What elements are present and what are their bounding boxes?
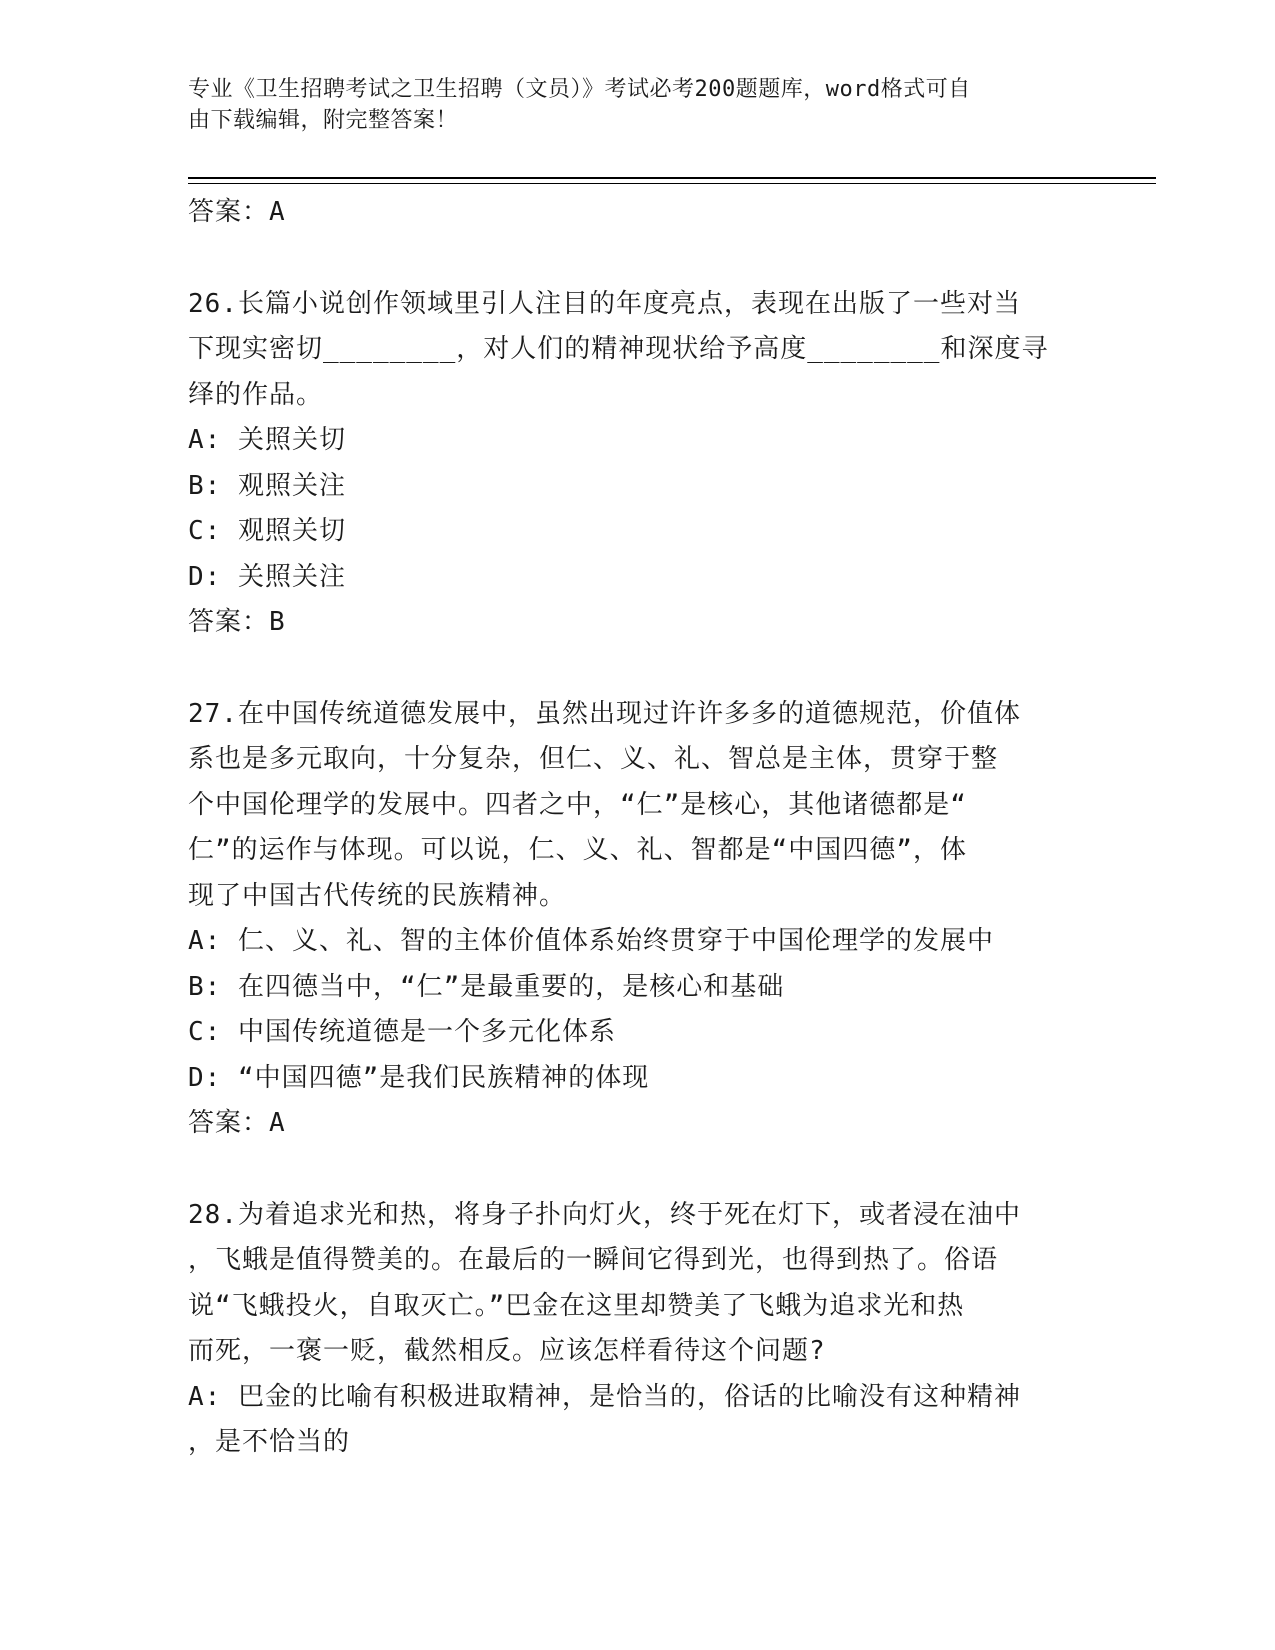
question-text-line: 现了中国古代传统的民族精神。: [188, 880, 567, 911]
answer-line: 答案：A: [188, 1108, 286, 1138]
option-d: D: “中国四德”是我们民族精神的体现: [188, 1062, 650, 1093]
header-line-2: 由下载编辑，附完整答案！: [188, 108, 459, 133]
question-text-line: 而死，一褒一贬，截然相反。应该怎样看待这个问题?: [188, 1336, 826, 1366]
spacer: [188, 646, 1088, 692]
question-text-line: 个中国伦理学的发展中。四者之中，“仁”是核心，其他诸德都是“: [188, 789, 967, 820]
option-c: C: 中国传统道德是一个多元化体系: [188, 1017, 616, 1047]
question-text-line: 系也是多元取向，十分复杂，但仁、义、礼、智总是主体，贯穿于整: [188, 744, 999, 774]
question-text-line: 绎的作品。: [188, 379, 324, 410]
option-a: A: 关照关切: [188, 425, 346, 455]
spacer: [188, 1147, 1088, 1193]
header-line-1: 专业《卫生招聘考试之卫生招聘（文员）》考试必考200题题库，word格式可自: [188, 77, 971, 102]
option-a: A: 仁、义、礼、智的主体价值体系始终贯穿于中国伦理学的发展中: [188, 926, 994, 956]
header-rule-thin: [188, 183, 1156, 184]
answer-line: 答案：A: [188, 197, 286, 227]
question-text-line: ，飞蛾是值得赞美的。在最后的一瞬间它得到光，也得到热了。俗语: [188, 1245, 999, 1275]
question-text-line: 28.为着追求光和热，将身子扑向灯火，终于死在灯下，或者浸在油中: [188, 1199, 1021, 1230]
answer-line: 答案：B: [188, 607, 286, 637]
option-b: B: 在四德当中，“仁”是最重要的，是核心和基础: [188, 971, 785, 1002]
question-text-line: 仁”的运作与体现。可以说，仁、义、礼、智都是“中国四德”，体: [188, 835, 967, 865]
option-d: D: 关照关注: [188, 561, 346, 592]
question-27: [188, 692, 1088, 1147]
option-a-continued: ，是不恰当的: [188, 1427, 351, 1457]
spacer: [188, 236, 1088, 282]
question-text-line: 下现实密切________，对人们的精神现状给予高度________和深度寻: [188, 334, 1049, 364]
question-text-line: 27.在中国传统道德发展中，虽然出现过许许多多的道德规范，价值体: [188, 698, 1021, 729]
option-a: A: 巴金的比喻有积极进取精神，是恰当的，俗话的比喻没有这种精神: [188, 1381, 1021, 1412]
document-body: [188, 190, 1088, 1466]
question-26: [188, 282, 1088, 646]
option-b: B: 观照关注: [188, 470, 346, 501]
question-text-line: 说“飞蛾投火，自取灭亡。”巴金在这里却赞美了飞蛾为追求光和热: [188, 1290, 965, 1321]
question-text-line: 26.长篇小说创作领域里引人注目的年度亮点，表现在出版了一些对当: [188, 288, 1021, 319]
document-header: [188, 74, 1088, 136]
option-c: C: 观照关切: [188, 516, 346, 546]
header-rule-thick: [188, 177, 1156, 179]
question-28: [188, 1193, 1088, 1466]
